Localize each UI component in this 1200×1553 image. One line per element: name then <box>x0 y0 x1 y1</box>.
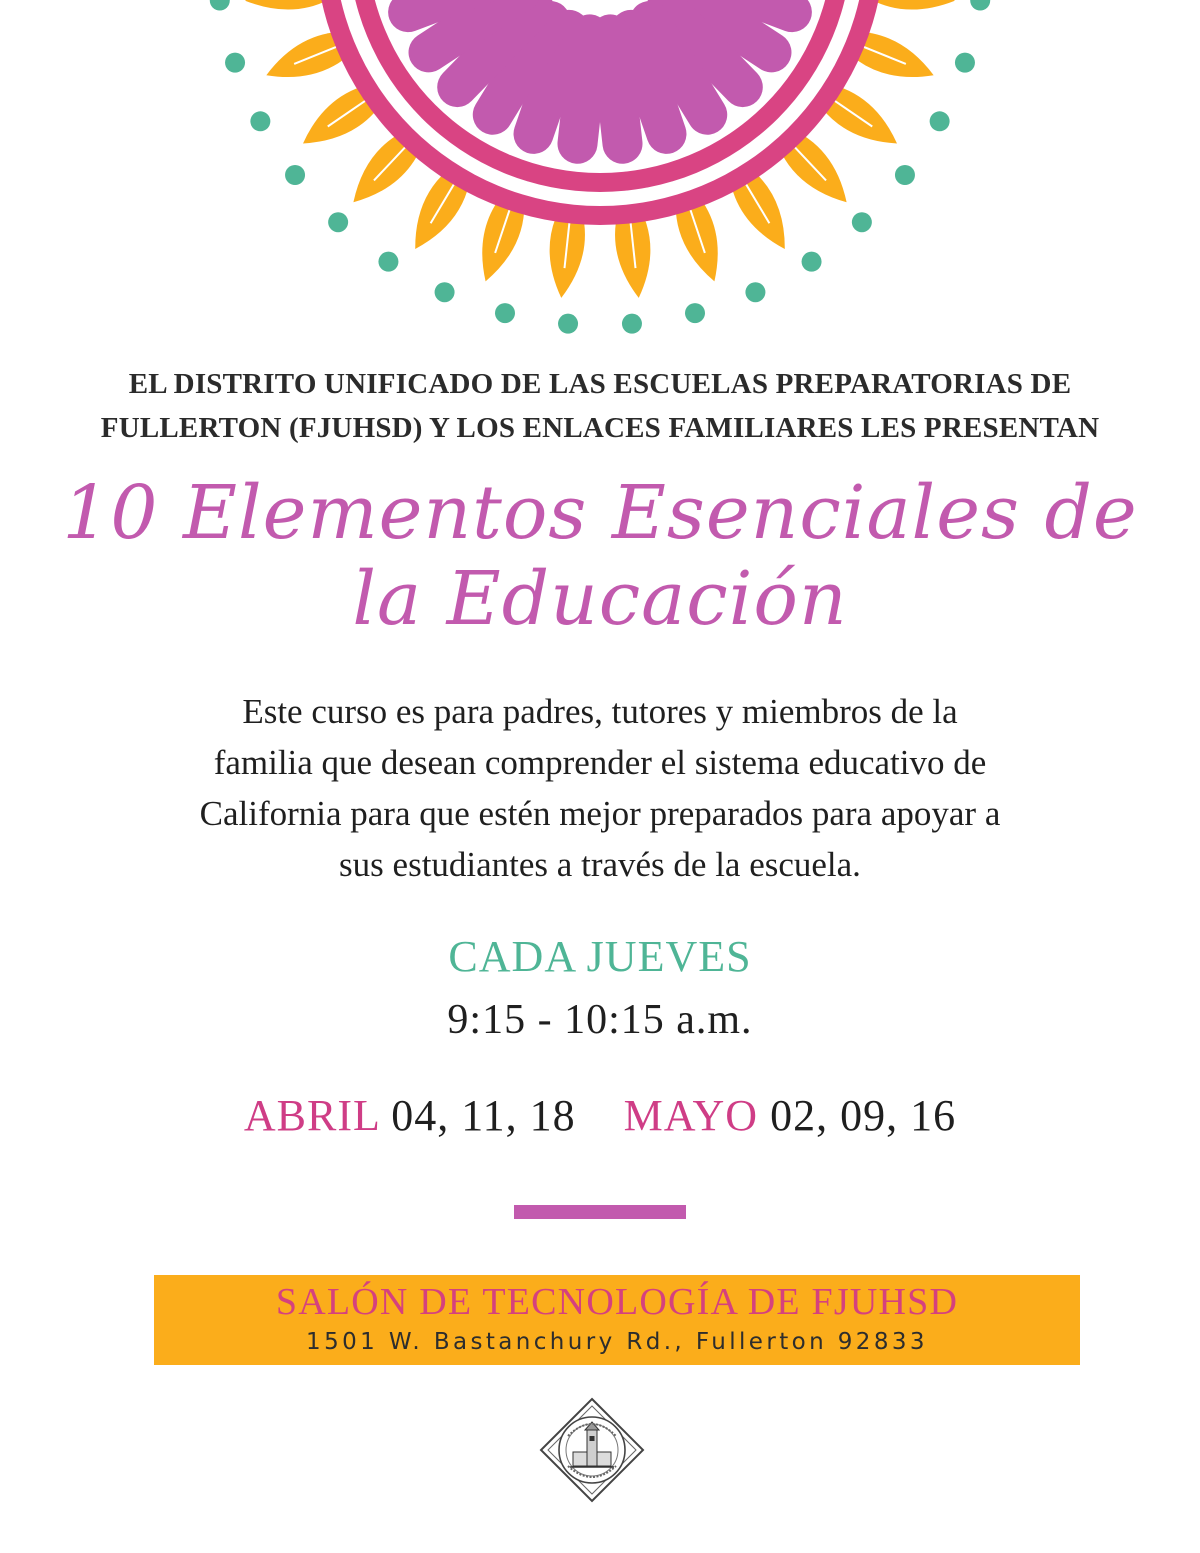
description-line: familia que desean comprender el sistema educativo de <box>213 743 987 782</box>
presenter-line: EL DISTRITO UNIFICADO DE LAS ESCUELAS PREPARATORIAS DE <box>128 368 1072 400</box>
month-april: ABRIL <box>243 1091 380 1140</box>
flower-mandala-icon <box>0 0 1200 340</box>
schedule-dates <box>0 1088 1200 1144</box>
venue-name: SALÓN DE TECNOLOGÍA DE FJUHSD <box>275 1281 959 1323</box>
description-line: sus estudiantes a través de la escuela. <box>339 845 861 884</box>
presenter-line: FULLERTON (FJUHSD) Y LOS ENLACES FAMILIARES LES PRESENTAN <box>100 412 1100 444</box>
april-days: 04, 11, 18 <box>391 1091 576 1140</box>
schedule-frequency: CADA JUEVES <box>448 932 752 981</box>
district-seal-icon <box>538 1396 646 1504</box>
schedule-time: 9:15 - 10:15 a.m. <box>447 997 753 1043</box>
title-line: la Educación <box>352 556 848 642</box>
title-line: 10 Elementos Esenciales de <box>62 470 1138 556</box>
page-title <box>40 470 1160 642</box>
course-description <box>100 686 1100 890</box>
venue-address: 1501 W. Bastanchury Rd., Fullerton 92833 <box>306 1329 928 1355</box>
description-line: California para que estén mejor preparados para apoyar a <box>199 794 1001 833</box>
venue-banner <box>154 1275 1080 1365</box>
may-days: 02, 09, 16 <box>770 1091 957 1140</box>
description-line: Este curso es para padres, tutores y miembros de la <box>242 692 958 731</box>
divider <box>514 1205 686 1219</box>
month-may: MAYO <box>623 1091 759 1140</box>
presenter-text <box>60 362 1140 450</box>
